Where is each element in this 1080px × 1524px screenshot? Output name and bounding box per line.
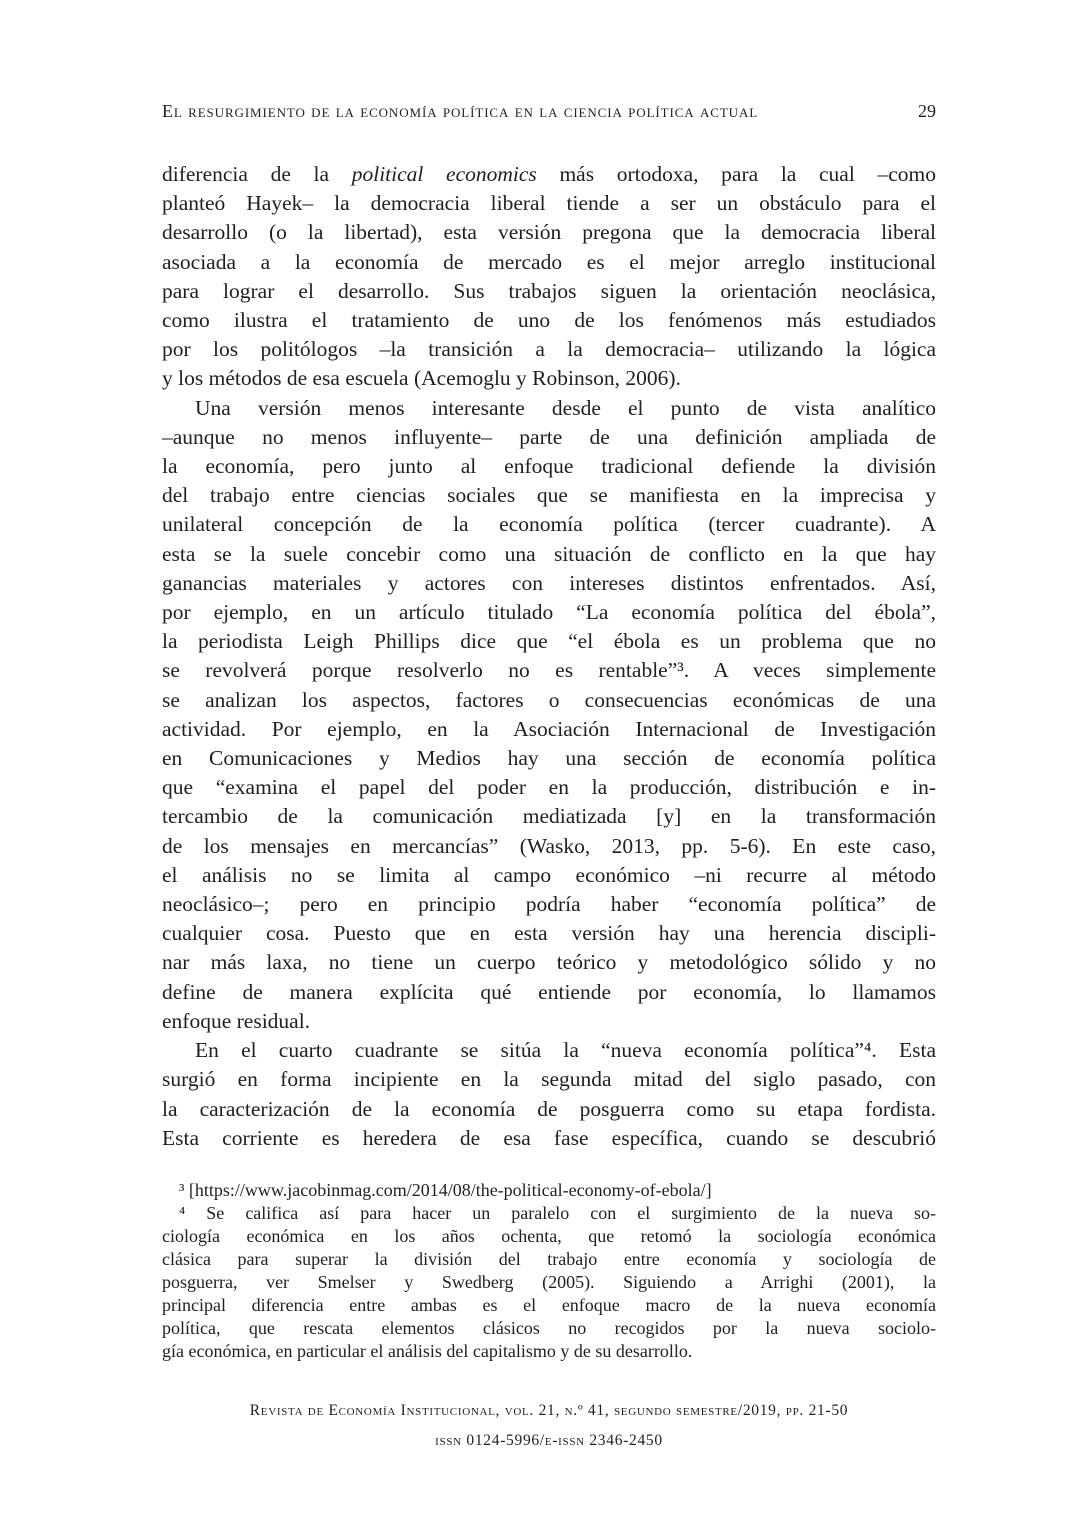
text-line: se analizan los aspectos, factores o consecuencias económicas de una [162,687,936,712]
text-line: gía económica, en particular el análisis del capitalismo y de su desarrollo. [162,1340,693,1361]
text-line: por los politólogos –la transición a la democracia– utilizando la lógica [162,337,936,362]
text-line: el análisis no se limita al campo económico –ni recurre al método [162,862,936,887]
text-line: se revolverá porque resolverlo no es rentable”³. A veces simplemente [162,658,936,683]
italic-phrase: political economics [351,162,537,186]
text-line: enfoque residual. [162,1008,311,1033]
running-title: El resurgimiento de la economía política en la ciencia política actual [162,101,759,121]
text-line: surgió en forma incipiente en la segunda mitad del siglo pasado, con [162,1067,936,1092]
text-line: en Comunicaciones y Medios hay una sección de economía política [162,746,936,771]
text-line: ⁴ Se califica así para hacer un paralelo con el surgimiento de la nueva so- [179,1202,936,1223]
text-line: cualquier cosa. Puesto que en esta versión hay una herencia discipli- [162,921,936,946]
text-line: Esta corriente es heredera de esa fase específica, cuando se descubrió [162,1125,936,1150]
text-line: de los mensajes en mercancías” (Wasko, 2013, pp. 5-6). En este caso, [162,833,936,858]
issn-line: issn 0124-5996/e-issn 2346-2450 [435,1431,663,1449]
page-number: 29 [918,101,936,121]
text-line: ganancias materiales y actores con intereses distintos enfrentados. Así, [162,570,936,595]
text-line: ³ [https://www.jacobinmag.com/2014/08/the-political-economy-of-ebola/] [179,1179,712,1200]
text-line: y los métodos de esa escuela (Acemoglu y Robinson, 2006). [162,366,681,391]
journal-footer [162,1396,936,1456]
footnotes-block [162,1179,936,1363]
text-line: –aunque no menos influyente– parte de una definición ampliada de [162,424,936,449]
text-line: como ilustra el tratamiento de uno de los fenómenos más estudiados [162,308,936,333]
article-body [162,160,936,1153]
text-line: desarrollo (o la libertad), esta versión pregona que la democracia liberal [162,220,936,245]
text-line: En el cuarto cuadrante se sitúa la “nueva economía política”⁴. Esta [195,1038,936,1063]
text-line [162,160,936,189]
text-line: tercambio de la comunicación mediatizada [y] en la transformación [162,804,936,829]
running-header [162,98,936,124]
text-segment: diferencia de la [162,162,352,186]
paragraph [162,1202,936,1363]
text-line: neoclásico–; pero en principio podría haber “economía política” de [162,892,936,917]
text-line: planteó Hayek– la democracia liberal tiende a ser un obstáculo para el [162,191,936,216]
text-line: unilateral concepción de la economía política (tercer cuadrante). A [162,512,936,537]
text-line: posguerra, ver Smelser y Swedberg (2005). Siguiendo a Arrighi (2001), la [162,1271,936,1292]
text-line: define de manera explícita qué entiende por economía, lo llamamos [162,979,936,1004]
paragraph [162,1179,936,1202]
text-line: principal diferencia entre ambas es el enfoque macro de la nueva economía [162,1294,936,1315]
paragraph [162,394,936,1036]
paragraph [162,160,936,394]
text-line: clásica para superar la división del trabajo entre economía y sociología de [162,1248,936,1269]
text-line: actividad. Por ejemplo, en la Asociación Internacional de Investigación [162,716,936,741]
journal-citation-line: Revista de Economía Institucional, vol. 21, n.º 41, segundo semestre/2019, pp. 21-50 [249,1401,849,1419]
text-line: que “examina el papel del poder en la producción, distribución e in- [162,775,936,800]
page-content [162,98,936,1456]
text-line: asociada a la economía de mercado es el mejor arreglo institucional [162,249,936,274]
text-line: nar más laxa, no tiene un cuerpo teórico y metodológico sólido y no [162,950,936,975]
text-line: esta se la suele concebir como una situación de conflicto en la que hay [162,541,936,566]
text-line: Una versión menos interesante desde el punto de vista analítico [195,395,936,420]
text-line: ciología económica en los años ochenta, que retomó la sociología económica [162,1225,936,1246]
text-line: la periodista Leigh Phillips dice que “el ébola es un problema que no [162,629,936,654]
text-line: la economía, pero junto al enfoque tradicional defiende la división [162,454,936,479]
text-line: la caracterización de la economía de posguerra como su etapa fordista. [162,1096,936,1121]
text-line: para lograr el desarrollo. Sus trabajos siguen la orientación neoclásica, [162,278,936,303]
text-line: del trabajo entre ciencias sociales que se manifiesta en la imprecisa y [162,483,936,508]
text-segment: más ortodoxa, para la cual –como [536,162,936,186]
paragraph [162,1036,936,1153]
text-line: política, que rescata elementos clásicos no recogidos por la nueva sociolo- [162,1317,936,1338]
text-line: por ejemplo, en un artículo titulado “La economía política del ébola”, [162,600,936,625]
